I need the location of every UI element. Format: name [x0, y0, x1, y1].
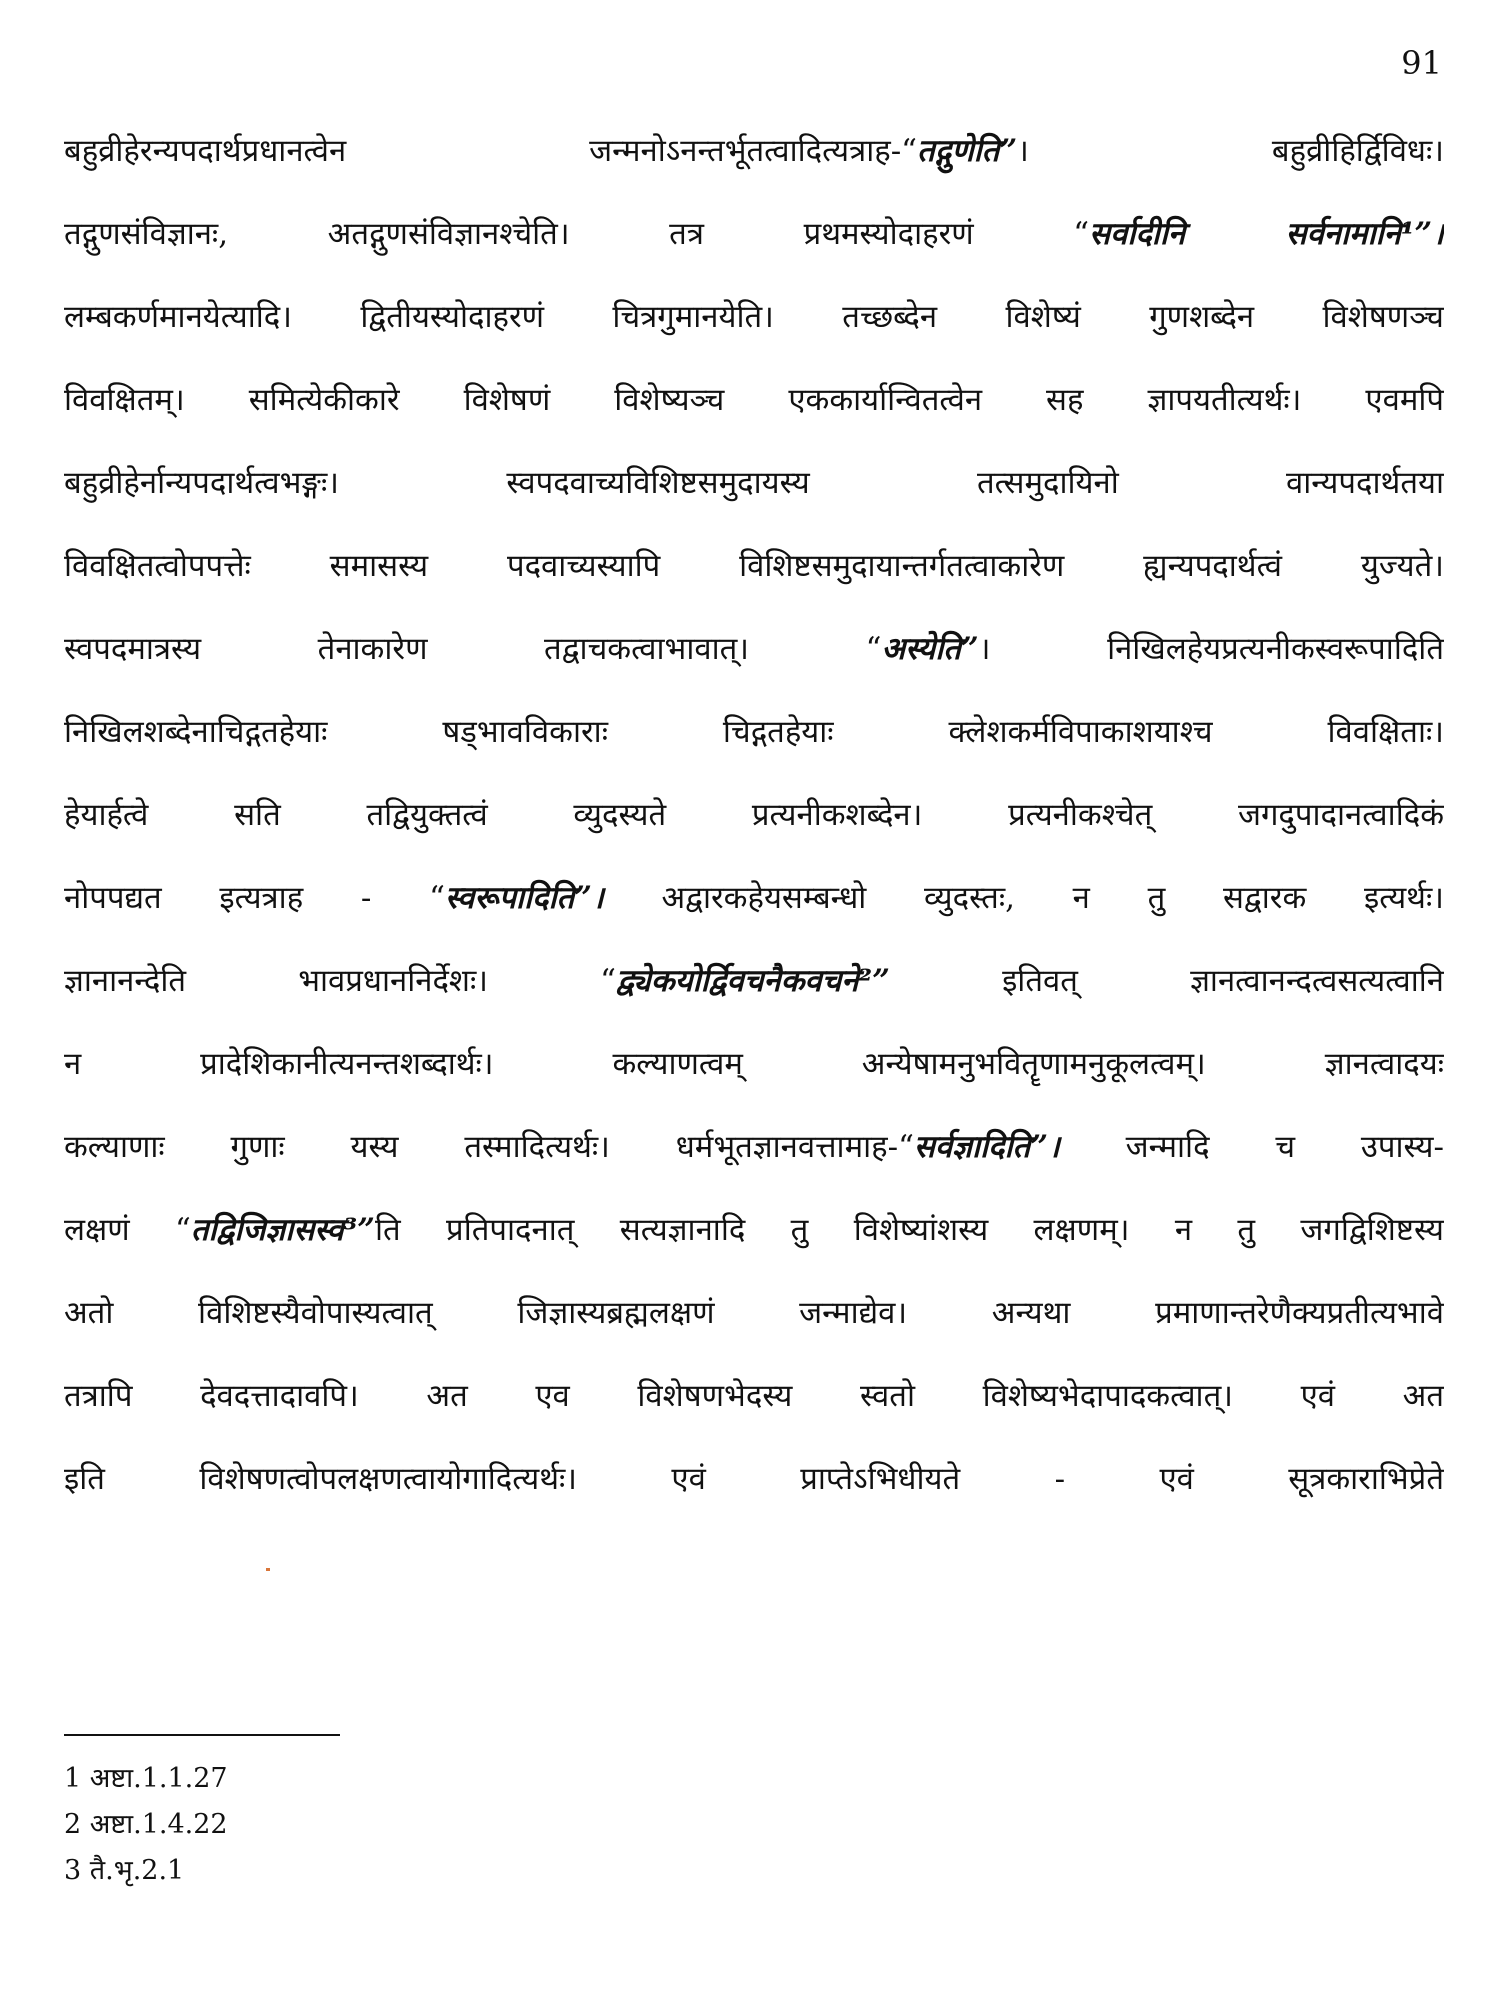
line-text: इतिवत् ज्ञानत्वानन्दत्वसत्यत्वानि [889, 963, 1444, 999]
body-text [64, 118, 1444, 1529]
line-text: लम्बकर्णमानयेत्यादि। द्वितीयस्योदाहरणं चित्रगुमानयेति। तच्छब्देन विशेष्यं गुणशब्देन विशेषणञ्च [64, 299, 1444, 335]
quoted-term: द्व्येकयोर्द्विवचनैकवचने²” [616, 963, 890, 999]
ink-mark [266, 1568, 270, 1571]
text-line [64, 201, 1444, 284]
line-text: नोपपद्यत इत्यत्राह - “ [64, 880, 445, 916]
text-line [64, 533, 1444, 616]
quoted-term: सर्वादीनि सर्वनामानि¹”। [1089, 216, 1444, 252]
text-line [64, 1363, 1444, 1446]
text-line [64, 1446, 1444, 1529]
text-line [64, 1114, 1444, 1197]
line-text: स्वपदमात्रस्य तेनाकारेण तद्वाचकत्वाभावात्। “ [64, 631, 882, 667]
line-text: कल्याणाः गुणाः यस्य तस्मादित्यर्थः। धर्मभूतज्ञानवत्तामाह-“ [64, 1129, 914, 1165]
text-line [64, 616, 1444, 699]
text-line [64, 450, 1444, 533]
text-line [64, 865, 1444, 948]
line-text: निखिलशब्देनाचिद्गतहेयाः षड्भावविकाराः चिद्गतहेयाः क्लेशकर्मविपाकाशयाश्च विवक्षिताः। [64, 714, 1444, 750]
line-text: । बहुव्रीहिर्द्विविधः। [1017, 133, 1444, 169]
footnote-3: 3 तै.भृ.2.1 [64, 1855, 185, 1886]
line-text: इति विशेषणत्वोपलक्षणत्वायोगादित्यर्थः। एवं प्राप्तेऽभिधीयते - एवं सूत्रकाराभिप्रेते [64, 1461, 1444, 1497]
footnotes [64, 1756, 228, 1894]
footnote-1: 1 अष्टा.1.1.27 [64, 1763, 228, 1794]
line-text: न प्रादेशिकानीत्यनन्तशब्दार्थः। कल्याणत्वम् अन्येषामनुभवितॄणामनुकूलत्वम्। ज्ञानत्वादयः [64, 1046, 1444, 1082]
text-line [64, 1197, 1444, 1280]
line-text: विवक्षितम्। समित्येकीकारे विशेषणं विशेष्यञ्च एककार्यान्वितत्वेन सह ज्ञापयतीत्यर्थः। एवमपि [64, 382, 1444, 418]
text-line [64, 367, 1444, 450]
line-text: ति प्रतिपादनात् सत्यज्ञानादि तु विशेष्यांशस्य लक्षणम्। न तु जगद्विशिष्टस्य [375, 1212, 1444, 1248]
text-line [64, 699, 1444, 782]
line-text: बहुव्रीहेर्नान्यपदार्थत्वभङ्गः। स्वपदवाच्यविशिष्टसमुदायस्य तत्समुदायिनो वान्यपदार्थतया [64, 465, 1444, 501]
line-text: विवक्षितत्वोपपत्तेः समासस्य पदवाच्यस्यापि विशिष्टसमुदायान्तर्गतत्वाकारेण ह्यन्यपदार्थत्वं युज्यते। [64, 548, 1444, 584]
line-text: बहुव्रीहेरन्यपदार्थप्रधानत्वेन जन्मनोऽनन्तर्भूतत्वादित्यत्राह-“ [64, 133, 918, 169]
text-line [64, 1031, 1444, 1114]
quoted-term: सर्वज्ञादिति”। [913, 1129, 1060, 1165]
text-line [64, 1280, 1444, 1363]
line-text: हेयार्हत्वे सति तद्वियुक्तत्वं व्युदस्यते प्रत्यनीकशब्देन। प्रत्यनीकश्चेत् जगदुपादानत्वादिकं [64, 797, 1444, 833]
text-line [64, 782, 1444, 865]
text-line [64, 118, 1444, 201]
footnote-2: 2 अष्टा.1.4.22 [64, 1809, 228, 1840]
line-text: ज्ञानानन्देति भावप्रधाननिर्देशः। “ [64, 963, 617, 999]
quoted-term: स्वरूपादिति”। [444, 880, 604, 916]
line-text: अद्वारकहेयसम्बन्धो व्युदस्तः, न तु सद्वारक इत्यर्थः। [603, 880, 1444, 916]
line-text: तत्रापि देवदत्तादावपि। अत एव विशेषणभेदस्य स्वतो विशेष्यभेदापादकत्वात्। एवं अत [64, 1378, 1444, 1414]
text-line [64, 948, 1444, 1031]
quoted-term: तद्गुणेति” [917, 133, 1018, 169]
page-number: 91 [1401, 44, 1442, 82]
line-text: । निखिलहेयप्रत्यनीकस्वरूपादिति [978, 631, 1444, 667]
quoted-term: तद्विजिज्ञासस्व³” [190, 1212, 375, 1248]
line-text: लक्षणं “ [64, 1212, 191, 1248]
footnote-separator [64, 1734, 340, 1736]
line-text: तद्गुणसंविज्ञानः, अतद्गुणसंविज्ञानश्चेति। तत्र प्रथमस्योदाहरणं “ [64, 216, 1090, 252]
text-line [64, 284, 1444, 367]
quoted-term: अस्येति” [881, 631, 979, 667]
line-text: जन्मादि च उपास्य- [1059, 1129, 1444, 1165]
line-text: अतो विशिष्टस्यैवोपास्यत्वात् जिज्ञास्यब्रह्मलक्षणं जन्माद्येव। अन्यथा प्रमाणान्तरेणैक्यप्रतीत्यभावे [64, 1295, 1444, 1331]
